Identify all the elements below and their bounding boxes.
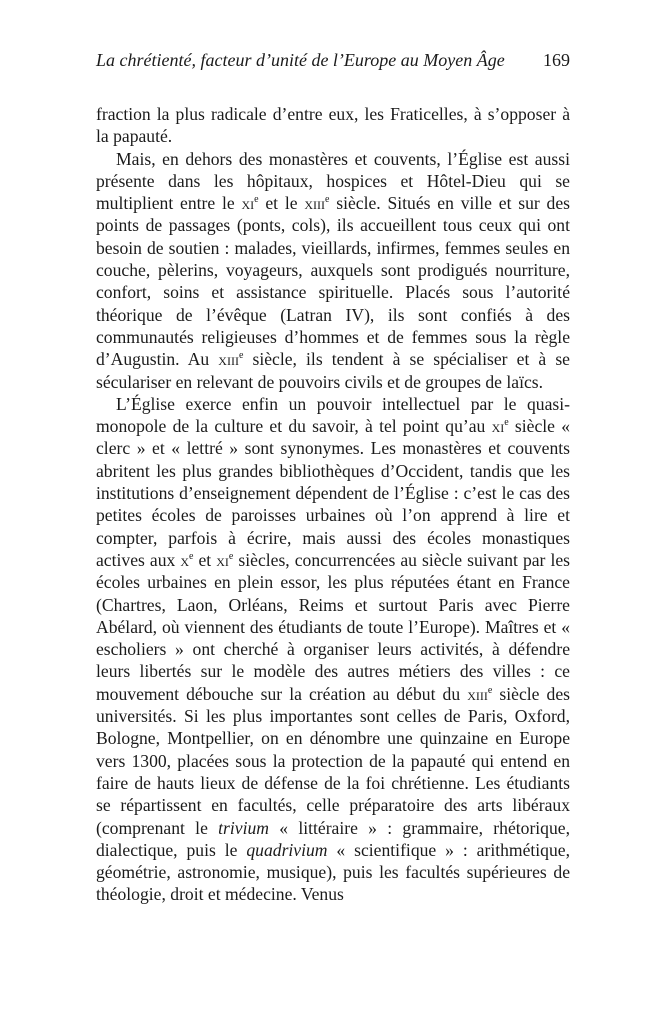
paragraph-continuation: fraction la plus radicale d’entre eux, les Fraticelles, à s’opposer à la papauté. bbox=[96, 104, 570, 147]
paragraph-hospitals: Mais, en dehors des monastères et couvents, l’Église est aussi présente dans les hôpitaux, hospices et Hôtel-Dieu qui se multiplient entre le $xi^e$ et le xiii$^e$ siècle. Situés en ville et sur des points de passages (ponts, cols), ils accueillent tous ceux qui ont besoin de soutien : malades, vieillards, infirmes, femmes seules en couche, pèlerins, voyageurs, auxquels sont prodigués nourriture, confort, soins et assistance spirituelle. Placés sous l’autorité théorique de l’évêque (Latran IV), ils sont confiés à des communautés religieuses d’hommes et de femmes sous la règle d’Augustin. Au xiii$^e$ siècle, ils tendent à se spécialiser et à se séculariser en relevant de pouvoirs civils et de groupes de laïcs. bbox=[96, 148, 570, 392]
body-text bbox=[96, 103, 570, 906]
term-quadrivium: quadrivium bbox=[246, 839, 328, 860]
running-header bbox=[96, 50, 570, 71]
term-trivium: trivium bbox=[218, 817, 269, 838]
running-title: La chrétienté, facteur d’unité de l’Europe au Moyen Âge bbox=[96, 50, 505, 70]
paragraph-intellectual-power: L’Église exerce enfin un pouvoir intellectuel par le quasi-monopole de la culture et du savoir, à tel point qu’au $xi^e$ siècle « clerc » et « lettré » sont synonymes. Les monastères et couvents abritent les plus grandes bibliothèques d’Occident, tandis que les institutions d’enseignement dépendent de l’Église : c’est le cas des petites écoles de paroisses urbaines où l’on apprend à lire et compter, parfois à écrire, mais aussi des écoles monastiques actives aux $x^e$ et $xi^e$ siècles, concurrencées au siècle suivant par les écoles urbaines en plein essor, les plus réputées étant en France (Chartres, Laon, Orléans, Reims et surtout Paris avec Pierre Abélard, où viennent des étudiants de toute l’Europe). Maîtres et « escholiers » ont cherché à organiser leurs activités, à défendre leurs libertés sur le modèle des autres métiers des villes : ce mouvement débouche sur la création au début du xiii$^e$ siècle des universités. Si les plus importantes sont celles de Paris, Oxford, Bologne, Montpellier, on en dénombre une quinzaine en Europe vers 1300, placées sous la protection de la papauté qui entend en faire de hauts lieux de défense de la foi chrétienne. Les étudiants se répartissent en facultés, celle préparatoire des arts libéraux (comprenant le trivium « littéraire » : grammaire, rhétorique, dialectique, puis le quadrivium « scientifique » : arithmétique, géométrie, astronomie, musique), puis les facultés supérieures de théologie, droit et médecine. Venus bbox=[96, 393, 571, 905]
page-number: 169 bbox=[543, 50, 570, 70]
